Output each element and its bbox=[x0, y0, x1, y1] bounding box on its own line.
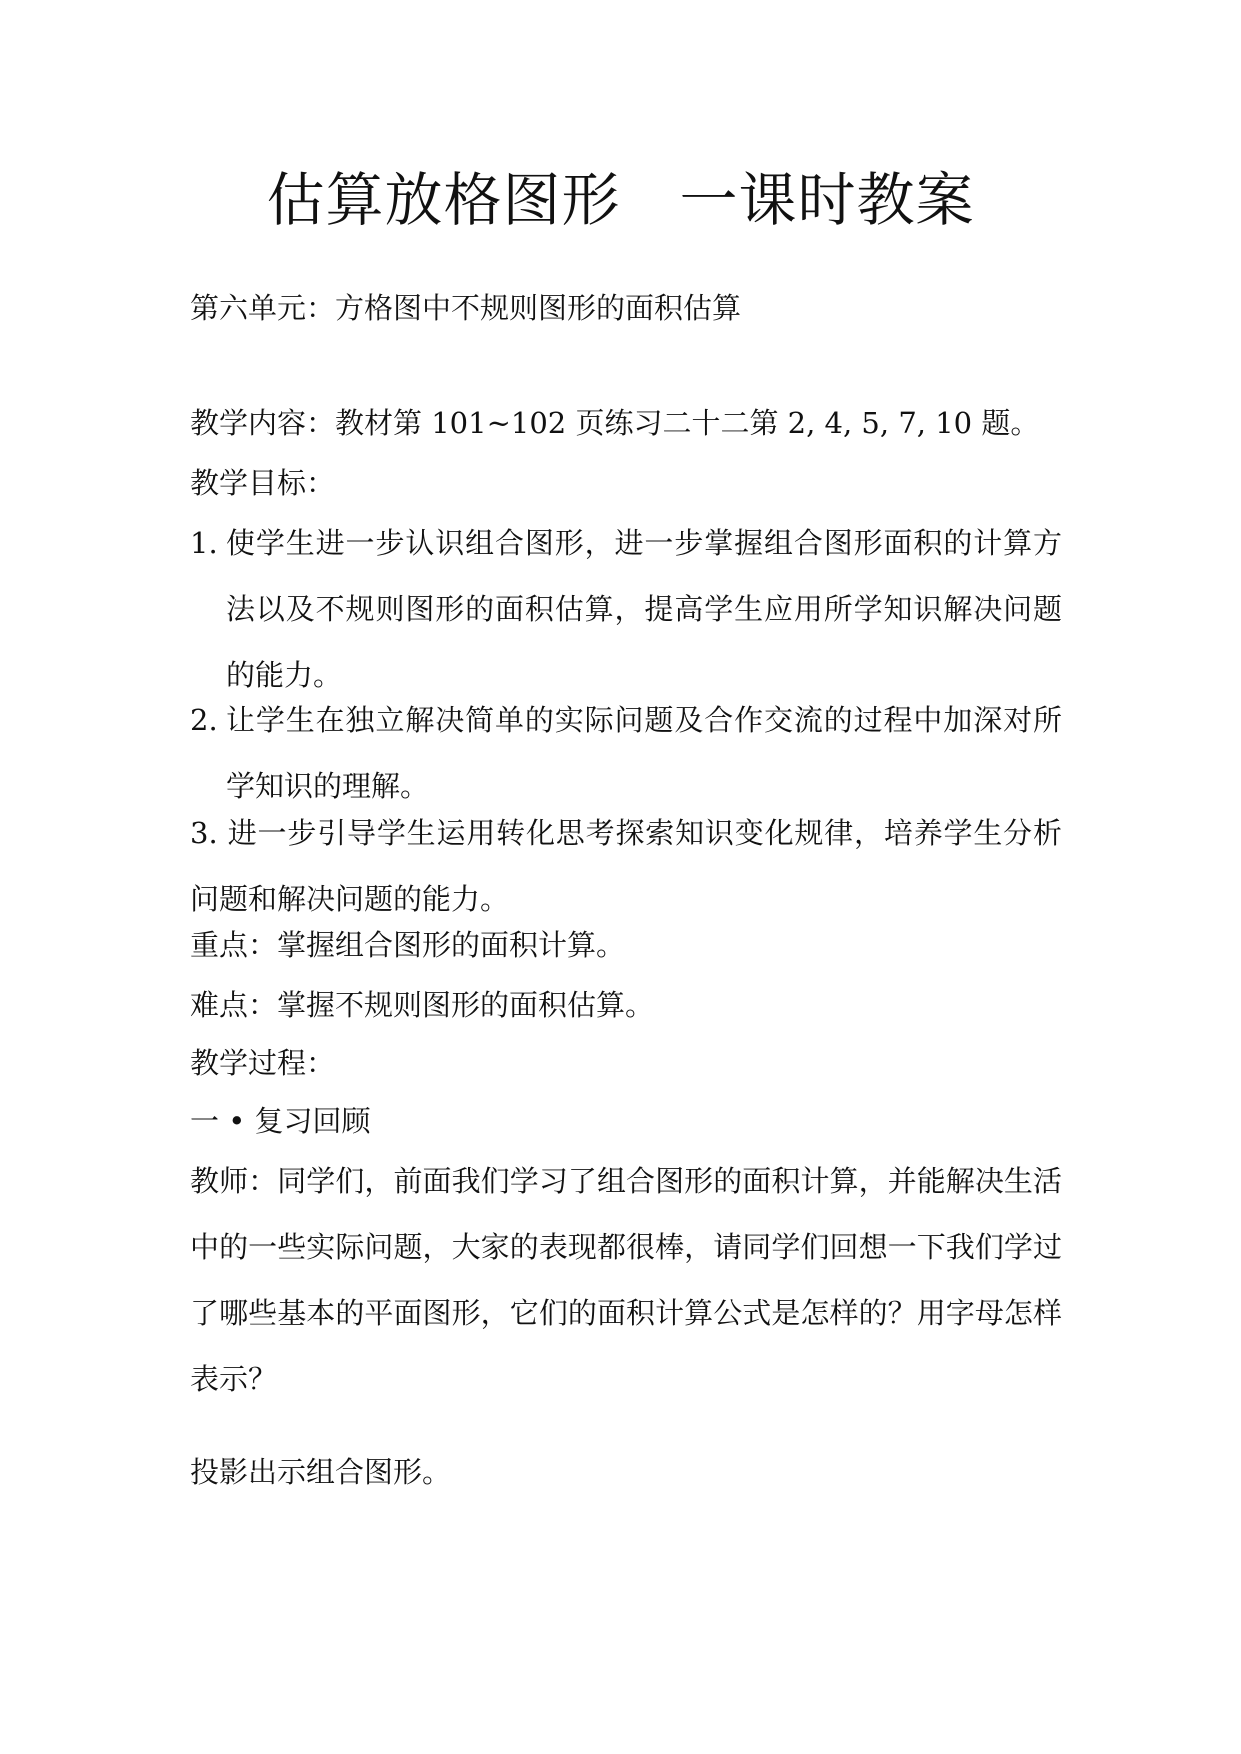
teacher-paragraph: 教师：同学们，前面我们学习了组合图形的面积计算，并能解决生活中的一些实际问题，大家的表现都很棒，请同学们回想一下我们学过了哪些基本的平面图形，它们的面积计算公式是怎样的？用字母怎样表示？ bbox=[190, 1164, 1062, 1396]
objective-text: 让学生在独立解决简单的实际问题及合作交流的过程中加深对所学知识的理解。 bbox=[226, 703, 1062, 803]
objective-item-1 bbox=[190, 510, 1062, 708]
teaching-content: 教学内容：教材第 101~102 页练习二十二第 2, 4, 5, 7, 10 题。 bbox=[190, 406, 1040, 440]
objective-number: 2. bbox=[190, 703, 218, 737]
objective-text: 使学生进一步认识组合图形，进一步掌握组合图形面积的计算方法以及不规则图形的面积估算，提高学生应用所学知识解决问题的能力。 bbox=[226, 526, 1062, 692]
objectives-heading: 教学目标： bbox=[190, 466, 336, 500]
projection-line: 投影出示组合图形。 bbox=[190, 1455, 452, 1489]
section-heading-review: 一 • 复习回顾 bbox=[190, 1104, 371, 1138]
document-title: 估算放格图形 一课时教案 bbox=[266, 166, 975, 234]
difficulty-point: 难点：掌握不规则图形的面积估算。 bbox=[190, 988, 655, 1022]
unit-line: 第六单元：方格图中不规则图形的面积估算 bbox=[190, 291, 742, 325]
key-point: 重点：掌握组合图形的面积计算。 bbox=[190, 928, 626, 962]
objective-number: 1. bbox=[190, 526, 218, 560]
objective-item-3: 3. 进一步引导学生运用转化思考探索知识变化规律，培养学生分析问题和解决问题的能力。 bbox=[190, 816, 1062, 916]
process-heading: 教学过程： bbox=[190, 1046, 336, 1080]
